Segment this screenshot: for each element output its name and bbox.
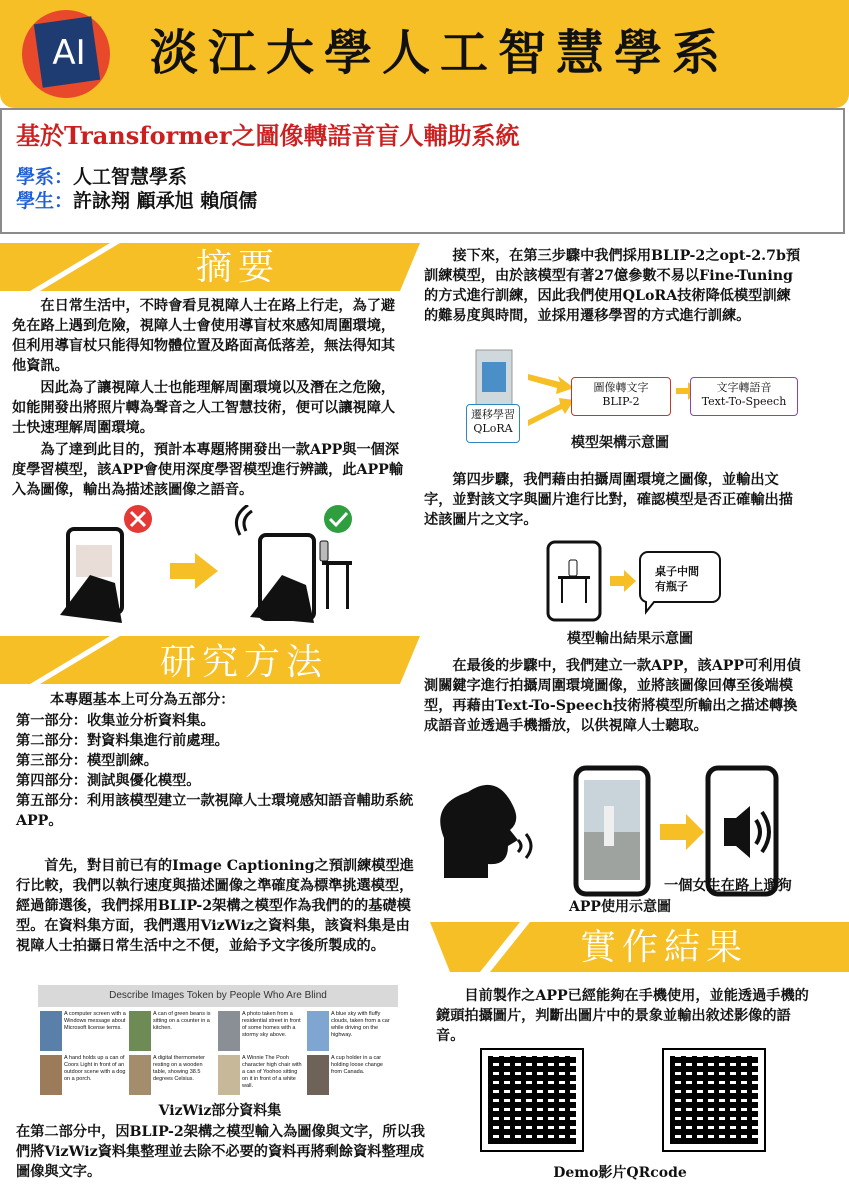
blip2-box-sub: BLIP-2 <box>602 395 640 408</box>
school-name: 淡江大學人工智慧學系 <box>150 25 731 81</box>
blip2-box <box>571 377 671 416</box>
logo-text: AI <box>52 33 86 73</box>
vizwiz-item: A hand holds up a can of Coors Light in front of an outdoor scene with a dog on a porch. <box>40 1055 129 1095</box>
vizwiz-item: A photo taken from a residential street in front of some homes with a stormy sky above. <box>218 1011 307 1051</box>
vizwiz-header: Describe Images Token by People Who Are Blind <box>38 985 398 1007</box>
app-caption: APP使用示意圖 <box>569 899 671 915</box>
third-step-paragraph: 接下來，在第三步驟中我們採用BLIP-2之opt-2.7b預訓練模型，由於該模型有著27億參數不易以Fine-Tuning的方式進行訓練，因此我們使用QLoRA技術降低模型訓練的難易度與時間，並採用遷移學習的方式進行訓練。 <box>424 248 801 324</box>
method-heading: 研究方法 <box>160 642 329 683</box>
method-part-list <box>16 711 416 831</box>
abstract-paragraph-3: 為了達到此目的，預計本專題將開發出一款APP與一個深度學習模型，該APP會使用深度學習模型進行辨識，此APP輸入為圖像，輸出為描述該圖像之語音。 <box>12 442 404 498</box>
project-title: 基於Transformer之圖像轉語音盲人輔助系統 <box>16 121 520 150</box>
method-part-5: 第五部分：利用該模型建立一款視障人士環境感知語音輔助系統APP。 <box>16 793 414 829</box>
method-part-3: 第三部分：模型訓練。 <box>16 753 158 769</box>
output-caption: 模型輸出結果示意圖 <box>567 631 693 647</box>
method-part-4: 第四部分：測試與優化模型。 <box>16 773 201 789</box>
method-second-paragraph: 在第二部分中，因BLIP-2架構之模型輸入為圖像與文字，所以我們將VizWiz資料集整理並去除不必要的資料再將剩餘資料整理成圖像與文字。 <box>16 1124 425 1180</box>
arrow-icon <box>170 553 218 589</box>
method-part-2: 第二部分：對資料集進行前處理。 <box>16 733 229 749</box>
vizwiz-item: A cup holder in a car holding loose change from Canada. <box>307 1055 396 1095</box>
fourth-step-paragraph: 第四步驟，我們藉由拍攝周圍環境之圖像，並輸出文字，並對該文字與圖片進行比對，確認模型是否正確輸出描述該圖片之文字。 <box>424 472 793 528</box>
arrow-icon <box>660 814 704 850</box>
department-line <box>16 162 187 189</box>
arrow-icon <box>528 374 574 394</box>
qr-code-left[interactable] <box>482 1050 582 1150</box>
students-label: 學生： <box>16 190 74 212</box>
abstract-paragraph-2: 因此為了讓視障人士也能理解周圍環境以及潛在之危險，如能開發出將照片轉為聲音之人工智慧技術，便可以讓視障人士快速理解周圍環境。 <box>12 380 396 436</box>
qr-caption: Demo影片QRcode <box>553 1165 687 1181</box>
method-first-paragraph: 首先，對目前已有的Image Captioning之預訓練模型進行比較，我們以執行速度與描述圖像之準確度為標準挑選模型，經過篩選後，我們採用BLIP-2架構之模型作為我們的的基礎模型。在資料集方面，我們選用VizWiz之資料集，該資料集是由視障人士拍攝日常生活中之不便，並給予文字後所製成的。 <box>16 858 414 954</box>
department-value: 人工智慧學系 <box>73 166 188 188</box>
vizwiz-item: A computer screen with a Windows message about Microsoft license terms. <box>40 1011 129 1051</box>
final-step-paragraph: 在最後的步驟中，我們建立一款APP，該APP可利用偵測關鍵字進行拍攝周圍環境圖像，並將該圖像回傳至後端模型，再藉由Text-To-Speech技術將模型所輸出之描述轉換成語音並透過手機播放，以供視障人士聽取。 <box>424 658 801 734</box>
arrow-icon <box>610 570 636 592</box>
results-paragraph: 目前製作之APP已經能夠在手機使用，並能透過手機的鏡頭拍攝圖片，判斷出圖片中的景象並輸出敘述影像的語音。 <box>436 988 809 1044</box>
qr-code-right[interactable] <box>664 1050 764 1150</box>
students-value: 許詠翔 顧承旭 賴頎儒 <box>73 190 258 212</box>
tts-box: 文字轉語音 Text-To-Speech <box>690 377 798 416</box>
abstract-paragraph-1: 在日常生活中，不時會看見視障人士在路上行走，為了避免在路上遇到危險，視障人士會使用導盲杖來感知周圍環境，但利用導盲杖只能得知物體位置及路面高低落差，無法得知其他資訊。 <box>12 298 396 374</box>
speaker-head-icon <box>440 785 518 878</box>
results-heading: 實作結果 <box>580 927 749 968</box>
vizwiz-item: A Winnie The Pooh character high chair with a can of Yoohoo sitting on it in front of a white wall. <box>218 1055 307 1095</box>
abstract-illustration <box>60 505 360 625</box>
department-label: 學系： <box>16 166 74 188</box>
voice-waves-icon <box>518 834 531 858</box>
vizwiz-item: A digital thermometer resting on a wooden table, showing 38.5 degrees Celsius. <box>129 1055 218 1095</box>
abstract-heading: 摘要 <box>196 247 281 288</box>
arrow-icon <box>528 398 574 426</box>
qlora-box: 遷移學習 QLoRA <box>466 404 520 443</box>
vizwiz-item: A blue sky with fluffy clouds, taken from a car while driving on the highway. <box>307 1011 396 1051</box>
phone-icon <box>548 542 600 620</box>
vizwiz-item: A can of green beans is sitting on a counter in a kitchen. <box>129 1011 218 1051</box>
app-output-text: 一個女生在路上遛狗 <box>664 878 792 894</box>
output-bubble-text: 桌子中間 有瓶子 <box>655 565 699 593</box>
vizwiz-caption: VizWiz部分資料集 <box>158 1103 282 1119</box>
method-intro: 本專題基本上可分為五部分： <box>50 692 235 708</box>
method-part-1: 第一部分：收集並分析資料集。 <box>16 713 215 729</box>
check-icon <box>324 505 352 533</box>
blip2-box-title: 圖像轉文字 <box>593 381 649 394</box>
students-line <box>16 186 257 213</box>
vizwiz-figure <box>38 985 398 1099</box>
architecture-caption: 模型架構示意圖 <box>571 435 669 451</box>
